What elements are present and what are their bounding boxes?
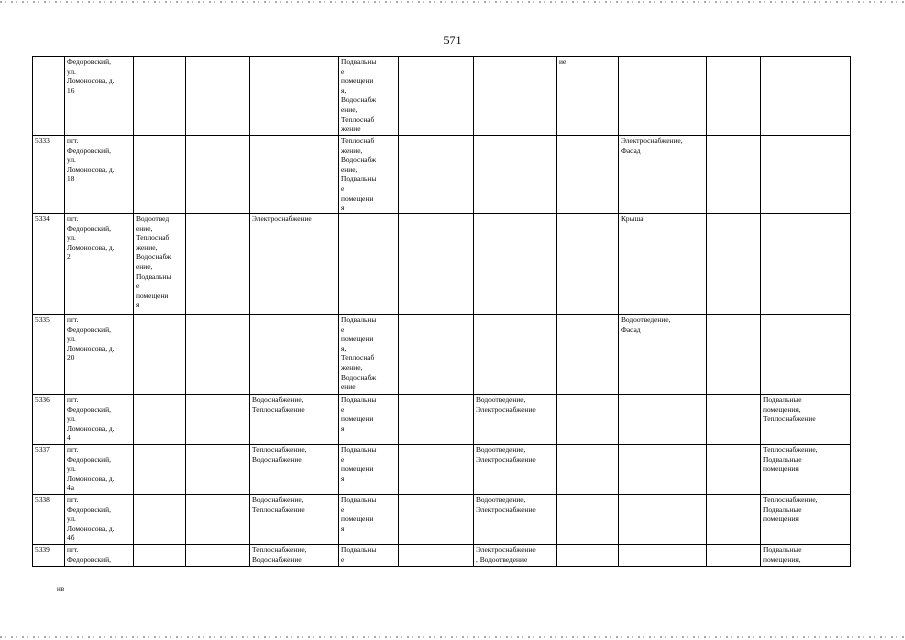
cell-c3 <box>134 445 186 495</box>
cell-c7 <box>399 315 474 395</box>
cell-c7 <box>399 545 474 567</box>
table-row <box>33 214 851 315</box>
row-number: 5336 <box>33 395 65 445</box>
cell-c11 <box>707 57 761 136</box>
cell-c8: Электроснабжение , Водоотведение <box>474 545 557 567</box>
cell-c10: Крыша <box>619 214 707 315</box>
cell-c10 <box>619 495 707 545</box>
address-cell: пгт. Федоровский, ул. Ломоносова, д. 18 <box>65 136 134 214</box>
cell-c5 <box>250 57 339 136</box>
address-cell: пгт. Федоровский, <box>65 545 134 567</box>
cell-c4 <box>186 545 250 567</box>
cell-c9 <box>557 315 619 395</box>
table-row <box>33 545 851 567</box>
cell-c3 <box>134 315 186 395</box>
cell-c11 <box>707 214 761 315</box>
cell-c9 <box>557 545 619 567</box>
cell-c4 <box>186 315 250 395</box>
cell-c10: Электроснабжение, Фасад <box>619 136 707 214</box>
scan-edge-top <box>0 1 905 3</box>
cell-c5: Теплоснабжение, Водоснабжение <box>250 445 339 495</box>
cell-c4 <box>186 445 250 495</box>
cell-c11 <box>707 315 761 395</box>
row-number: 5339 <box>33 545 65 567</box>
cell-c5: Электроснабжение <box>250 214 339 315</box>
footer-mark: нв <box>57 585 65 593</box>
cell-c5: Теплоснабжение, Водоснабжение <box>250 545 339 567</box>
cell-c10 <box>619 445 707 495</box>
cell-c7 <box>399 495 474 545</box>
cell-c8 <box>474 57 557 136</box>
address-cell: пгт. Федоровский, ул. Ломоносова, д. 4 <box>65 395 134 445</box>
cell-c3 <box>134 395 186 445</box>
address-cell: пгт. Федоровский, ул. Ломоносова, д. 20 <box>65 315 134 395</box>
cell-c6: Подвальны е помещени я <box>339 495 399 545</box>
table-row <box>33 57 851 136</box>
cell-c8 <box>474 136 557 214</box>
cell-c9 <box>557 136 619 214</box>
cell-c8 <box>474 315 557 395</box>
capital-repair-table <box>32 56 851 567</box>
cell-c10 <box>619 395 707 445</box>
cell-c7 <box>399 136 474 214</box>
cell-c9 <box>557 445 619 495</box>
row-number: 5335 <box>33 315 65 395</box>
cell-c4 <box>186 214 250 315</box>
row-number <box>33 57 65 136</box>
table-row <box>33 395 851 445</box>
cell-c8 <box>474 214 557 315</box>
table-row <box>33 495 851 545</box>
address-cell: пгт. Федоровский, ул. Ломоносова, д. 4б <box>65 495 134 545</box>
address-cell: Федоровский, ул. Ломоносова, д. 16 <box>65 57 134 136</box>
cell-c10: Водоотведение, Фасад <box>619 315 707 395</box>
cell-c6 <box>339 214 399 315</box>
cell-c6: Подвальны е помещени я, Теплоснаб жение, Водоснабж ение <box>339 315 399 395</box>
cell-c9 <box>557 214 619 315</box>
cell-c9 <box>557 395 619 445</box>
cell-c12 <box>761 57 851 136</box>
cell-c9 <box>557 495 619 545</box>
cell-c7 <box>399 57 474 136</box>
scan-edge-bottom <box>0 636 905 638</box>
page-number: 571 <box>443 33 462 47</box>
cell-c6: Подвальны е помещени я <box>339 445 399 495</box>
cell-c6: Теплоснаб жение, Водоснабж ение, Подвальны е помещени я <box>339 136 399 214</box>
row-number: 5337 <box>33 445 65 495</box>
cell-c5 <box>250 315 339 395</box>
cell-c12: Теплоснабжение, Подвальные помещения <box>761 445 851 495</box>
cell-c12: Подвальные помещения, <box>761 545 851 567</box>
cell-c4 <box>186 395 250 445</box>
cell-c12 <box>761 315 851 395</box>
cell-c6: Подвальны е помещени я <box>339 395 399 445</box>
cell-c11 <box>707 395 761 445</box>
cell-c8: Водоотведение, Электроснабжение <box>474 495 557 545</box>
cell-c11 <box>707 495 761 545</box>
cell-c3 <box>134 57 186 136</box>
cell-c12: Теплоснабжение, Подвальные помещения <box>761 495 851 545</box>
cell-c11 <box>707 136 761 214</box>
cell-c8: Водоотведение, Электроснабжение <box>474 445 557 495</box>
cell-c3: Водоотвед ение, Теплоснаб жение, Водоснабж ение, Подвальны е помещени я <box>134 214 186 315</box>
cell-c9: ие <box>557 57 619 136</box>
cell-c7 <box>399 445 474 495</box>
cell-c10 <box>619 57 707 136</box>
cell-c8: Водоотведение, Электроснабжение <box>474 395 557 445</box>
cell-c10 <box>619 545 707 567</box>
cell-c12: Подвальные помещения, Теплоснабжение <box>761 395 851 445</box>
table-row <box>33 445 851 495</box>
cell-c5: Водоснабжение, Теплоснабжение <box>250 395 339 445</box>
cell-c4 <box>186 495 250 545</box>
cell-c4 <box>186 136 250 214</box>
cell-c11 <box>707 545 761 567</box>
cell-c7 <box>399 395 474 445</box>
cell-c6: Подвальны е <box>339 545 399 567</box>
table-row <box>33 315 851 395</box>
cell-c11 <box>707 445 761 495</box>
cell-c12 <box>761 136 851 214</box>
cell-c3 <box>134 136 186 214</box>
cell-c12 <box>761 214 851 315</box>
cell-c4 <box>186 57 250 136</box>
address-cell: пгт. Федоровский, ул. Ломоносова, д. 2 <box>65 214 134 315</box>
cell-c5: Водоснабжение, Теплоснабжение <box>250 495 339 545</box>
cell-c5 <box>250 136 339 214</box>
address-cell: пгт. Федоровский, ул. Ломоносова, д. 4а <box>65 445 134 495</box>
row-number: 5334 <box>33 214 65 315</box>
cell-c3 <box>134 545 186 567</box>
cell-c3 <box>134 495 186 545</box>
cell-c7 <box>399 214 474 315</box>
row-number: 5338 <box>33 495 65 545</box>
table-row <box>33 136 851 214</box>
cell-c6: Подвальны е помещени я, Водоснабж ение, Теплоснаб жение <box>339 57 399 136</box>
row-number: 5333 <box>33 136 65 214</box>
